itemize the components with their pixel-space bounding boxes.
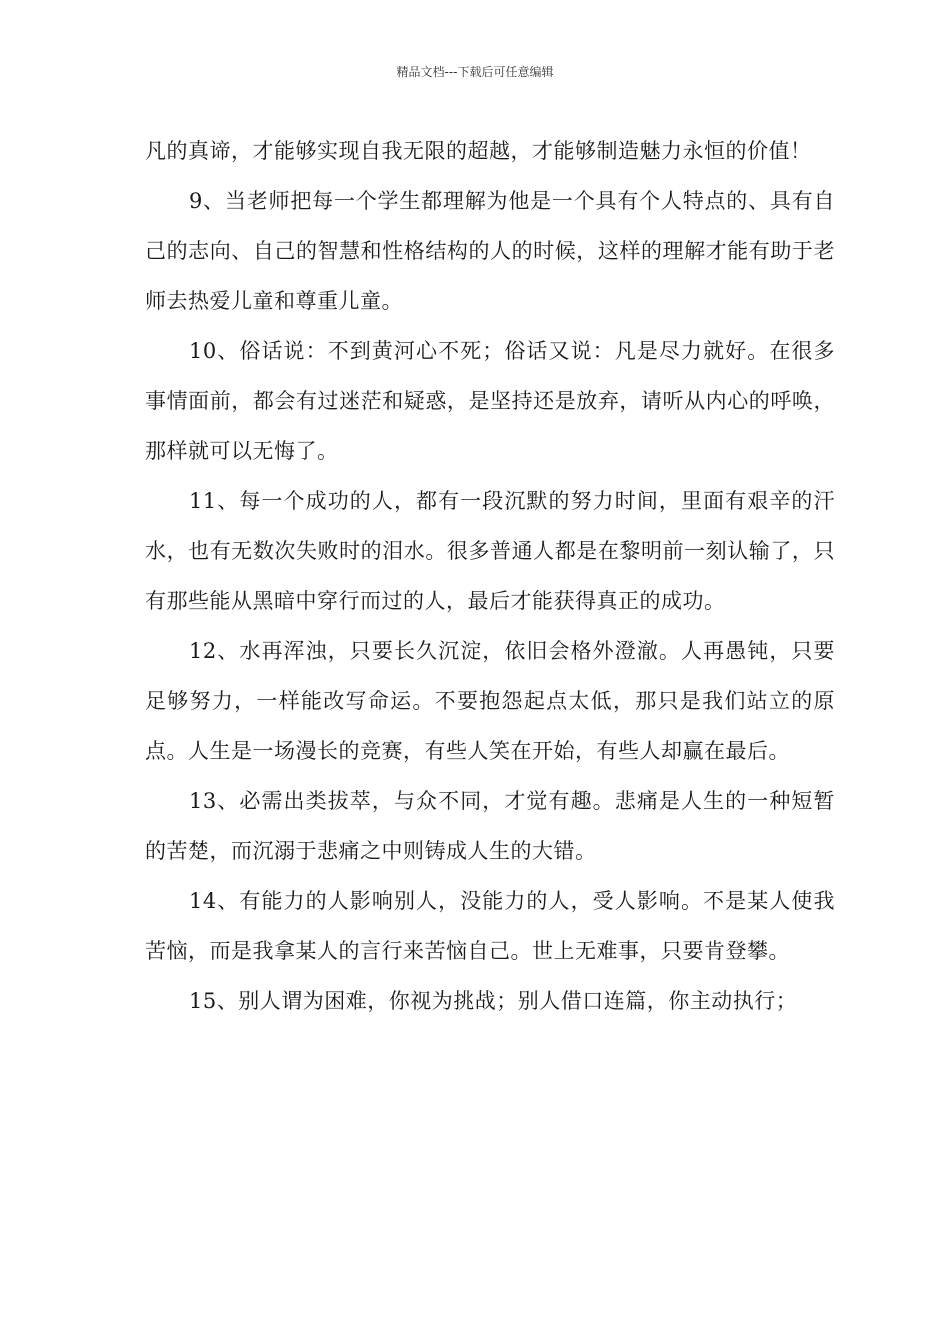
paragraph-item-9: 9、当老师把每一个学生都理解为他是一个具有个人特点的、具有自己的志向、自己的智慧和性格结构的人的时候，这样的理解才能有助于老师去热爱儿童和尊重儿童。 xyxy=(145,189,835,313)
paragraph-item-11: 11、每一个成功的人，都有一段沉默的努力时间，里面有艰辛的汗水，也有无数次失败时的泪水。很多普通人都是在黎明前一刻认输了，只有那些能从黑暗中穿行而过的人，最后才能获得真正的成功。 xyxy=(145,489,835,613)
document-body xyxy=(145,126,835,1026)
paragraph-item-10: 10、俗话说：不到黄河心不死；俗话又说：凡是尽力就好。在很多事情面前，都会有过迷茫和疑惑，是坚持还是放弃，请听从内心的呼唤，那样就可以无悔了。 xyxy=(145,339,835,463)
paragraph-continuation: 凡的真谛，才能够实现自我无限的超越，才能够制造魅力永恒的价值！ xyxy=(145,139,812,163)
paragraph-item-12: 12、水再浑浊，只要长久沉淀，依旧会格外澄澈。人再愚钝，只要足够努力，一样能改写命运。不要抱怨起点太低，那只是我们站立的原点。人生是一场漫长的竞赛，有些人笑在开始，有些人却赢在最后。 xyxy=(145,639,835,763)
page-header: 精品文档---下载后可任意编辑 xyxy=(396,65,554,79)
paragraph-item-15: 15、别人谓为困难，你视为挑战；别人借口连篇，你主动执行； xyxy=(189,989,798,1013)
paragraph-item-14: 14、有能力的人影响别人，没能力的人，受人影响。不是某人使我苦恼，而是我拿某人的言行来苦恼自己。世上无难事，只要肯登攀。 xyxy=(145,889,835,963)
paragraph-item-13: 13、必需出类拔萃，与众不同，才觉有趣。悲痛是人生的一种短暂的苦楚，而沉溺于悲痛之中则铸成人生的大错。 xyxy=(145,789,835,863)
